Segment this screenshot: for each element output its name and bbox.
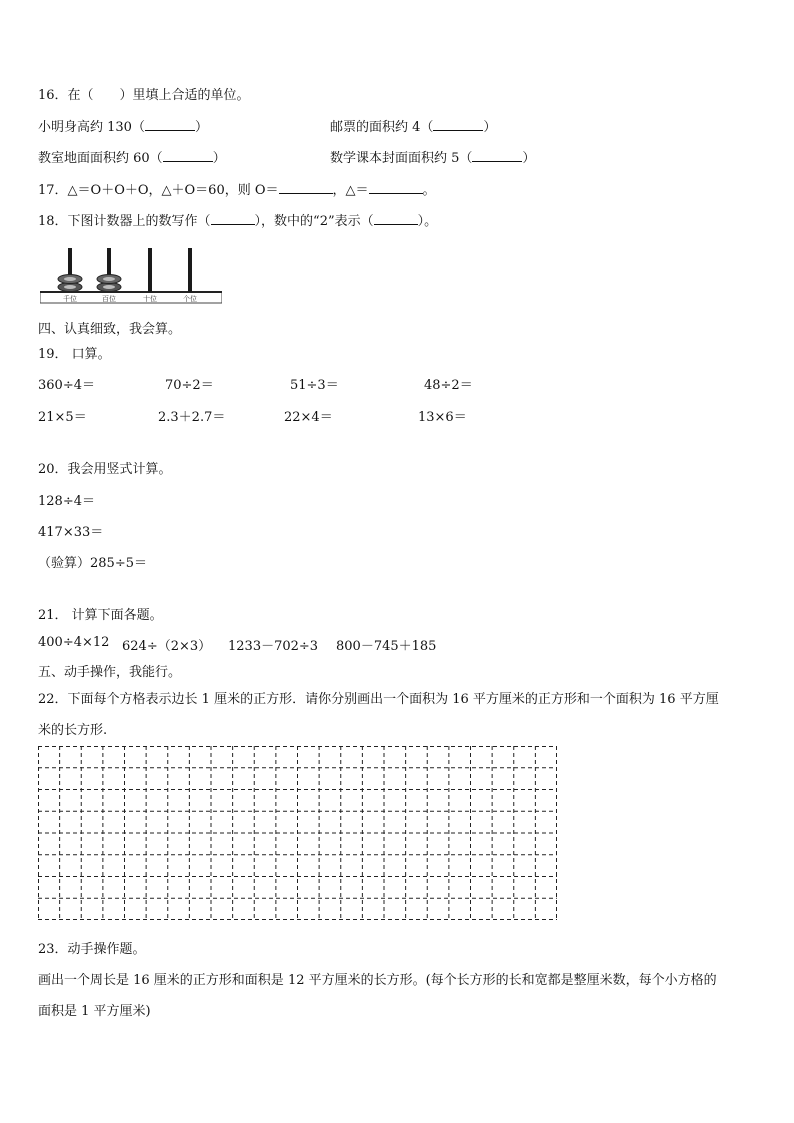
q23-line-1: 画出一个周长是 16 厘米的正方形和面积是 12 平方厘米的长方形。(每个长方形的长和宽都是整厘米数，每个小方格的 (38, 973, 717, 988)
q21-item-3: 1233－702÷3 (228, 639, 319, 654)
q19-r1-c2: 70÷2＝ (165, 378, 214, 393)
q20-title: 20．我会用竖式计算。 (38, 462, 172, 477)
q23-line-2: 面积是 1 平方厘米) (38, 1004, 151, 1019)
q16-item-b-close: ） (483, 120, 497, 135)
q21-item-2: 624÷（2×3） (122, 639, 212, 654)
q16-item-b (330, 116, 496, 135)
section-4-heading: 四、认真细致，我会算。 (38, 322, 182, 337)
q19-r2-c3: 22×4＝ (284, 410, 333, 425)
q16-item-c-text: 教室地面面积约 60（ (38, 151, 163, 166)
q22-line-2: 米的长方形. (38, 723, 108, 738)
dashed-square-grid[interactable] (38, 746, 557, 920)
q18 (38, 210, 437, 229)
abacus-label-ones: 个位 (183, 295, 197, 303)
q16-title: 16．在（ ）里填上合适的单位。 (38, 88, 250, 103)
abacus-beads-hundreds (97, 275, 121, 292)
abacus-beads-thousands (58, 275, 82, 292)
q19-title: 19． 口算。 (38, 347, 111, 362)
q17-mid: ，△＝ (332, 183, 369, 198)
q16-item-b-blank[interactable] (433, 118, 483, 131)
q18-mid: ），数中的“2”表示（ (254, 214, 374, 229)
q16-item-a (38, 116, 208, 135)
q21-item-1: 400÷4×12 (38, 635, 110, 650)
section-5-heading: 五、动手操作，我能行。 (38, 665, 182, 680)
abacus-label-tens: 十位 (143, 295, 157, 303)
q16-item-a-close: ） (194, 120, 208, 135)
q16-item-a-blank[interactable] (145, 118, 195, 131)
q20-item-3: （验算）285÷5＝ (38, 556, 147, 571)
q16-item-c-close: ） (212, 151, 226, 166)
q16-item-a-text: 小明身高约 130（ (38, 120, 145, 135)
q19-r2-c2: 2.3＋2.7＝ (158, 410, 226, 425)
q19-r2-c4: 13×6＝ (418, 410, 467, 425)
q19-r1-c4: 48÷2＝ (424, 378, 473, 393)
abacus-rod-ones (188, 248, 192, 292)
q16-item-d (330, 147, 535, 166)
q21-title: 21． 计算下面各题。 (38, 608, 163, 623)
q16-item-d-blank[interactable] (472, 149, 522, 162)
abacus-figure (40, 246, 222, 304)
q19-r2-c1: 21×5＝ (38, 410, 87, 425)
q20-item-2: 417×33＝ (38, 525, 104, 540)
q21-item-4: 800－745＋185 (336, 639, 437, 654)
abacus-label-thousands: 千位 (63, 295, 77, 303)
q16-item-d-text: 数学课本封面面积约 5（ (330, 151, 473, 166)
q16-item-d-close: ） (522, 151, 536, 166)
q16-item-c (38, 147, 226, 166)
q18-blank-number[interactable] (211, 212, 255, 225)
q18-suffix: ）。 (417, 214, 438, 229)
q19-r1-c3: 51÷3＝ (290, 378, 339, 393)
q20-item-1: 128÷4＝ (38, 494, 95, 509)
q17-blank-o[interactable] (279, 181, 333, 194)
q17-blank-triangle[interactable] (369, 181, 423, 194)
q18-blank-meaning[interactable] (374, 212, 418, 225)
abacus-label-hundreds: 百位 (102, 295, 116, 303)
q16-item-c-blank[interactable] (163, 149, 213, 162)
q19-r1-c1: 360÷4＝ (38, 378, 95, 393)
abacus-rod-tens (148, 248, 152, 292)
q17-suffix: 。 (422, 183, 436, 198)
q17-prefix: 17．△＝O＋O＋O，△＋O＝60，则 O＝ (38, 183, 279, 198)
q16-item-b-text: 邮票的面积约 4（ (330, 120, 434, 135)
q18-prefix: 18．下图计数器上的数写作（ (38, 214, 211, 229)
q22-line-1: 22．下面每个方格表示边长 1 厘米的正方形．请你分别画出一个面积为 16 平方厘米的正方形和一个面积为 16 平方厘 (38, 692, 719, 707)
q23-title: 23．动手操作题。 (38, 942, 146, 957)
q17 (38, 179, 436, 198)
